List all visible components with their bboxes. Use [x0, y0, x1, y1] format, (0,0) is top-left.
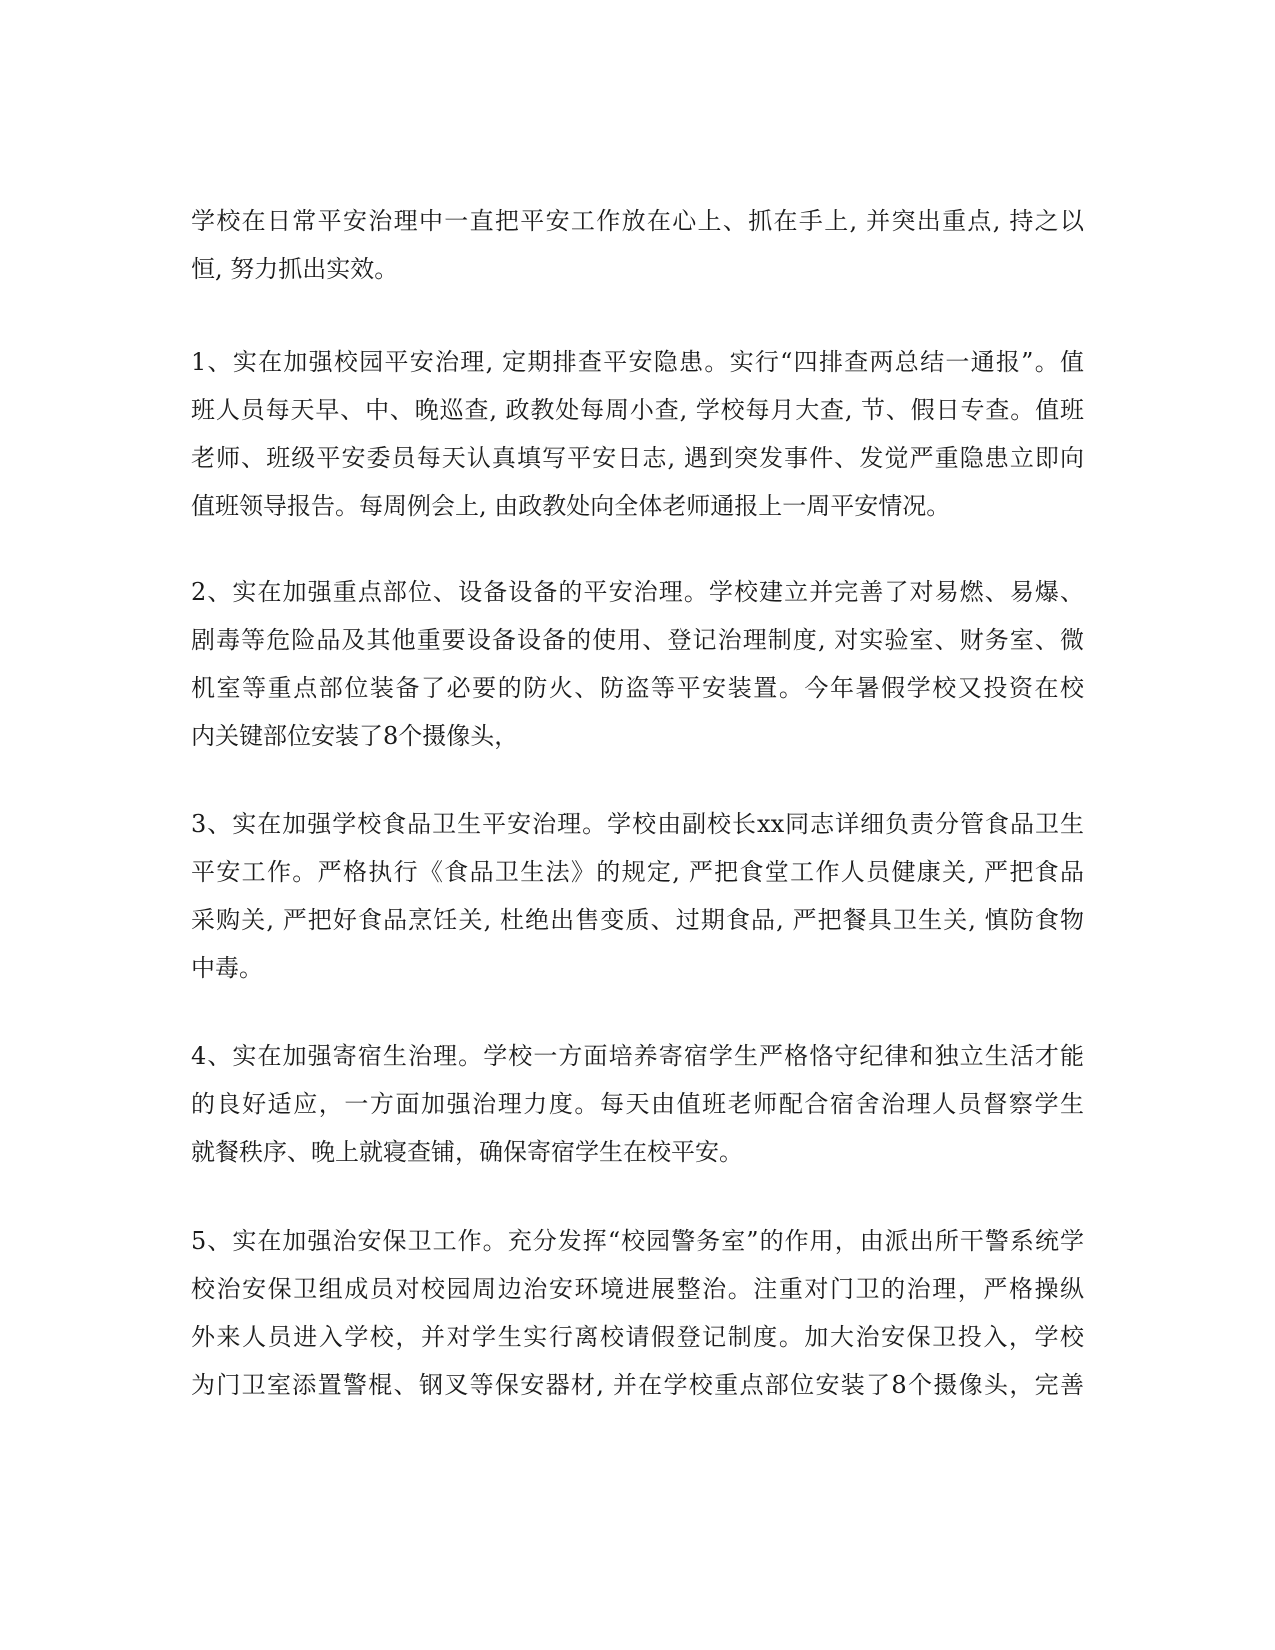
paragraph-item-2 [191, 568, 1084, 760]
text-line: 4、实在加强寄宿生治理。学校一方面培养寄宿学生严格恪守纪律和独立生活才能 [191, 1042, 1084, 1070]
text-line: 采购关, 严把好食品烹饪关, 杜绝出售变质、过期食品, 严把餐具卫生关, 慎防食物 [191, 906, 1084, 934]
text-line: 中毒。 [191, 954, 263, 982]
paragraph-item-5 [191, 1217, 1084, 1409]
text-line: 3、实在加强学校食品卫生平安治理。学校由副校长xx同志详细负责分管食品卫生 [191, 810, 1084, 838]
text-line: 机室等重点部位装备了必要的防火、防盗等平安装置。今年暑假学校又投资在校 [191, 674, 1084, 702]
text-line: 值班领导报告。每周例会上, 由政教处向全体老师通报上一周平安情况。 [191, 492, 951, 520]
text-line: 为门卫室添置警棍、钢叉等保安器材, 并在学校重点部位安装了8个摄像头，完善 [191, 1371, 1084, 1399]
paragraph-item-3 [191, 800, 1084, 992]
paragraph-item-4 [191, 1032, 1084, 1176]
text-line: 老师、班级平安委员每天认真填写平安日志, 遇到突发事件、发觉严重隐患立即向 [191, 444, 1084, 472]
text-line: 学校在日常平安治理中一直把平安工作放在心上、抓在手上, 并突出重点, 持之以 [191, 207, 1084, 235]
text-line: 5、实在加强治安保卫工作。充分发挥“校园警务室”的作用，由派出所干警系统学 [191, 1227, 1084, 1255]
text-line: 内关键部位安装了8个摄像头， [191, 722, 519, 750]
text-line: 班人员每天早、中、晚巡查, 政教处每周小查, 学校每月大查, 节、假日专查。值班 [191, 396, 1084, 424]
text-line: 就餐秩序、晚上就寝查铺，确保寄宿学生在校平安。 [191, 1138, 743, 1166]
text-line: 的良好适应，一方面加强治理力度。每天由值班老师配合宿舍治理人员督察学生 [191, 1090, 1084, 1118]
text-line: 1、实在加强校园平安治理, 定期排查平安隐患。实行“四排查两总结一通报”。值 [191, 348, 1084, 376]
text-line: 剧毒等危险品及其他重要设备设备的使用、登记治理制度, 对实验室、财务室、微 [191, 626, 1084, 654]
paragraph-item-1 [191, 338, 1084, 530]
text-line: 2、实在加强重点部位、设备设备的平安治理。学校建立并完善了对易燃、易爆、 [191, 578, 1084, 606]
text-line: 外来人员进入学校，并对学生实行离校请假登记制度。加大治安保卫投入，学校 [191, 1323, 1084, 1351]
paragraph-intro [191, 197, 1084, 293]
text-line: 平安工作。严格执行《食品卫生法》的规定, 严把食堂工作人员健康关, 严把食品 [191, 858, 1084, 886]
text-line: 恒, 努力抓出实效。 [191, 255, 399, 283]
text-line: 校治安保卫组成员对校园周边治安环境进展整治。注重对门卫的治理，严格操纵 [191, 1275, 1084, 1303]
